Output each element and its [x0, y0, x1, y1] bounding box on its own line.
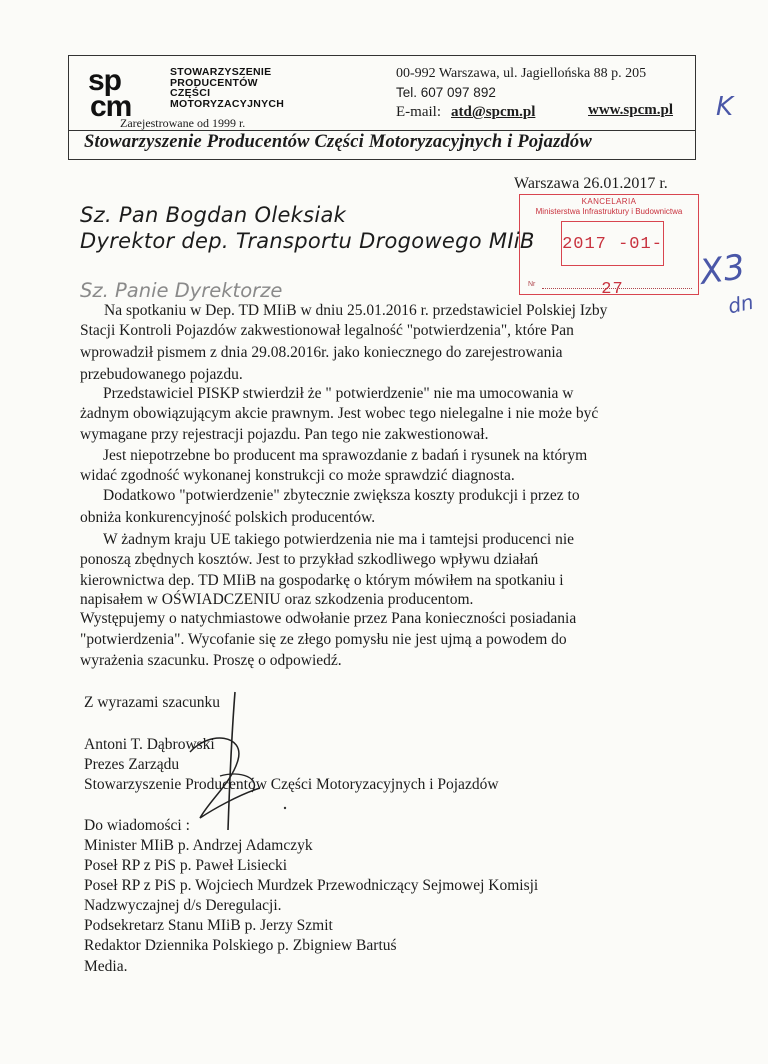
body-line: przebudowanego pojazdu.	[80, 366, 243, 383]
body-line: obniża konkurencyjność polskich producentów.	[80, 509, 376, 526]
body-line: Występujemy o natychmiastowe odwołanie przez Pana konieczności posiadania	[80, 610, 577, 627]
stamp-nr-line	[542, 288, 692, 289]
cc-item: Poseł RP z PiS p. Wojciech Murdzek Przewodniczący Sejmowej Komisji	[84, 877, 539, 894]
cc-item: Nadzwyczajnej d/s Deregulacji.	[84, 897, 282, 914]
recipient-name: Sz. Pan Bogdan Oleksiak	[80, 203, 347, 227]
stamp-nr-label: Nr	[528, 281, 536, 288]
body-line: Stacji Kontroli Pojazdów zakwestionował legalność "potwierdzenia", które Pan	[80, 322, 574, 339]
salutation: Sz. Panie Dyrektorze	[80, 279, 283, 302]
cc-item: Redaktor Dziennika Polskiego p. Zbigniew Bartuś	[84, 937, 397, 954]
email-link[interactable]: atd@spcm.pl	[451, 104, 536, 120]
spcm-logo	[88, 66, 168, 118]
registered-since: Zarejestrowane od 1999 r.	[120, 116, 246, 130]
body-line: kierownictwa dep. TD MIiB na gospodarkę o którym mówiłem na spotkaniu i	[80, 572, 564, 589]
handwritten-mark-top: K	[716, 92, 734, 122]
stamp-ministry: Ministerstwa Infrastruktury i Budownictwa	[535, 207, 683, 216]
received-stamp	[519, 194, 699, 299]
body-line: Jest niepotrzebne bo producent ma sprawozdanie z badań i rysunek na którym	[103, 447, 588, 464]
org-line-2: PRODUCENTÓW	[170, 76, 258, 89]
website-link[interactable]: www.spcm.pl	[588, 102, 674, 118]
body-line: wprowadził pismem z dnia 29.08.2016r. jako koniecznego do zarejestrowania	[80, 344, 563, 361]
org-name-lines	[170, 67, 284, 109]
body-line: widać zgodność wykonanej konstrukcji co może sprawdzić diagnosta.	[80, 467, 515, 484]
cc-item: Podsekretarz Stanu MIiB p. Jerzy Szmit	[84, 917, 333, 934]
address: 00-992 Warszawa, ul. Jagiellońska 88 p. 205	[396, 66, 647, 81]
body-line: Dodatkowo "potwierdzenie" zbytecznie zwiększa koszty produkcji i przez to	[103, 487, 580, 504]
stamp-title: KANCELARIA	[581, 197, 637, 206]
signatory-name: Antoni T. Dąbrowski	[84, 736, 215, 753]
svg-text:cm: cm	[90, 90, 132, 118]
phone: Tel. 607 097 892	[396, 85, 496, 100]
body-line: wymagane przy rejestracji pojazdu. Pan tego nie zakwestionował.	[80, 426, 489, 443]
body-line: napisałem w OŚWIADCZENIU oraz szkodzenia producentom.	[80, 591, 474, 608]
handwritten-mark-side: X3	[697, 247, 748, 293]
signatory-organization: Stowarzyszenie Producentów Części Motoryzacyjnych i Pojazdów	[84, 776, 499, 793]
organization-full-name: Stowarzyszenie Producentów Części Motoryzacyjnych i Pojazdów	[84, 132, 592, 152]
stamp-received-date: 2017 -01- 27	[561, 221, 664, 266]
cc-item: Media.	[84, 958, 128, 975]
body-line: żadnym obowiązującym akcie prawnym. Jest wobec tego nielegalne i nie może być	[80, 405, 599, 422]
cc-heading: Do wiadomości :	[84, 817, 190, 834]
cc-item: Poseł RP z PiS p. Paweł Lisiecki	[84, 857, 288, 874]
cc-item: Minister MIiB p. Andrzej Adamczyk	[84, 837, 313, 854]
body-line: ponoszą zbędnych kosztów. Jest to przykład szkodliwego wpływu działań	[80, 551, 539, 568]
org-line-1: STOWARZYSZENIE	[170, 66, 272, 78]
org-line-3: CZĘŚCI	[170, 87, 211, 99]
org-line-4: MOTORYZACYJNYCH	[170, 97, 285, 110]
letter-date: Warszawa 26.01.2017 r.	[514, 175, 668, 192]
body-line: Przedstawiciel PISKP stwierdził że " potwierdzenie" nie ma umocowania w	[103, 385, 574, 402]
signatory-role: Prezes Zarządu	[84, 756, 180, 773]
body-line: W żadnym kraju UE takiego potwierdzenia nie ma i tamtejsi producenci nie	[103, 531, 575, 548]
email-label: E-mail:	[396, 104, 441, 120]
body-line: wyrażenia szacunku. Proszę o odpowiedź.	[80, 652, 342, 669]
body-line: Na spotkaniu w Dep. TD MIiB w dniu 25.01.2016 r. przedstawiciel Polskiej Izby	[104, 302, 608, 319]
closing-phrase: Z wyrazami szacunku	[84, 694, 220, 711]
recipient-title: Dyrektor dep. Transportu Drogowego MIiB	[80, 229, 535, 253]
svg-text:sp: sp	[88, 66, 122, 97]
letterhead-divider	[69, 130, 695, 131]
handwritten-note-side: dn	[725, 289, 756, 319]
body-line: "potwierdzenia". Wycofanie się ze złego pomysłu nie jest ujmą a powodem do	[80, 631, 567, 648]
